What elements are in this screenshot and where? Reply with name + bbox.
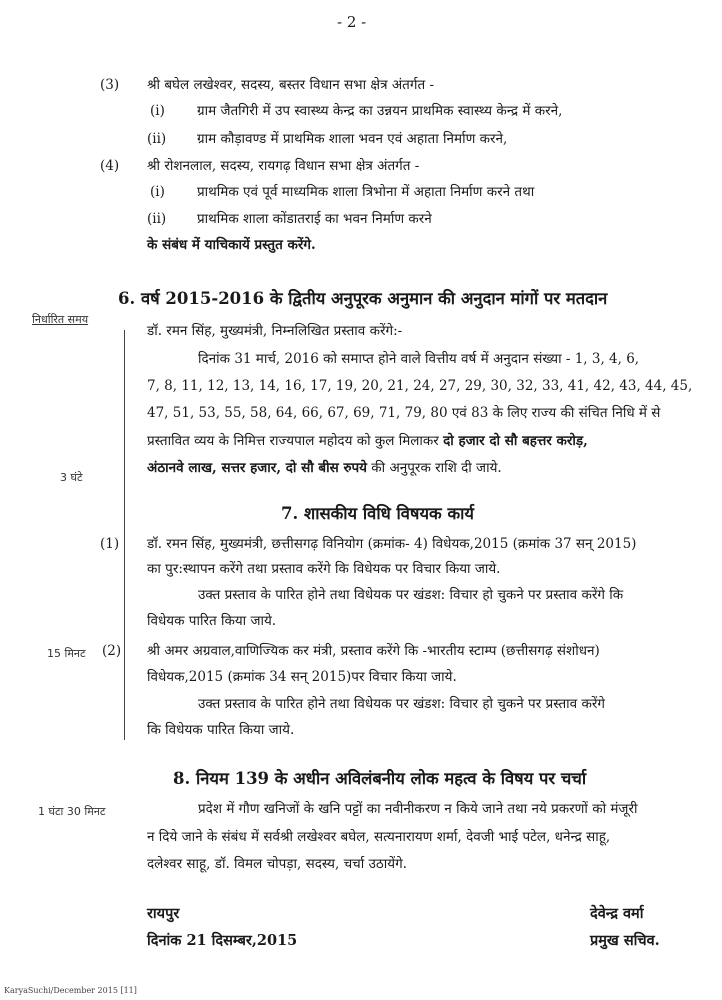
section-6-line: 47, 51, 53, 55, 58, 64, 66, 67, 69, 71, 79, 80 एवं 83 के लिए राज्य की संचित निधि में से — [147, 405, 661, 421]
sub-item-number: (i) — [150, 103, 165, 119]
bill-line: उक्त प्रस्ताव के पारित होने तथा विधेयक पर खंडश: विचार हो चुकने पर प्रस्ताव करेंगे — [198, 696, 605, 712]
item-2-time: 15 मिनट — [47, 647, 86, 660]
scheduled-time-label: निर्धारित समय — [32, 313, 89, 326]
discussion-line: न दिये जाने के संबंध में सर्वश्री लखेश्वर बघेल, सत्यनारायण शर्मा, देवजी भाई पटेल, धनेन्द्र साहू, — [147, 829, 611, 845]
section-6-line-text: प्रस्तावित व्यय के निमित्त राज्यपाल महोदय को कुल मिलाकर — [147, 433, 439, 449]
section-8-heading: 8. नियम 139 के अधीन अविलंबनीय लोक महत्व के विषय पर चर्चा — [173, 769, 587, 788]
grant-amount: दो हजार दो सौ बहत्तर करोड़, — [443, 433, 588, 449]
item-number: (2) — [102, 643, 122, 659]
section-6-line: दिनांक 31 मार्च, 2016 को समाप्त होने वाले वित्तीय वर्ष में अनुदान संख्या - 1, 3, 4, 6, — [198, 351, 640, 367]
sub-item-text: ग्राम कौड़ावण्ड में प्राथमिक शाला भवन एवं अहाता निर्माण करने, — [197, 131, 508, 147]
section-7-heading: 7. शासकीय विधि विषयक कार्य — [281, 504, 474, 523]
bill-line: का पुर:स्थापन करेंगे तथा प्रस्ताव करेंगे कि विधेयक पर विचार किया जाये. — [147, 561, 501, 577]
section-6-heading: 6. वर्ष 2015-2016 के द्वितीय अनुपूरक अनुमान की अनुदान मांगों पर मतदान — [118, 289, 608, 308]
section-6-line-text: की अनुपूरक राशि दी जाये. — [367, 460, 502, 476]
signatory-name: देवेन्द्र वर्मा — [590, 905, 644, 922]
sub-item-number: (ii) — [147, 131, 167, 147]
bill-line: कि विधेयक पारित किया जाये. — [147, 722, 295, 738]
item-text: श्री बघेल लखेश्वर, सदस्य, बस्तर विधान सभा क्षेत्र अंतर्गत - — [147, 77, 435, 93]
bill-line: उक्त प्रस्ताव के पारित होने तथा विधेयक पर खंडश: विचार हो चुकने पर प्रस्ताव करेंगे कि — [198, 587, 624, 603]
date: दिनांक 21 दिसम्बर,2015 — [147, 932, 298, 949]
bill-line: डॉ. रमन सिंह, मुख्यमंत्री, छत्तीसगढ़ विनियोग (क्रमांक- 4) विधेयक,2015 (क्रमांक 37 सन् 2015) — [147, 536, 637, 552]
sub-item-number: (ii) — [147, 211, 167, 227]
bill-line: विधेयक,2015 (क्रमांक 34 सन् 2015)पर विचार किया जाये. — [147, 669, 457, 685]
item-number: (4) — [100, 158, 120, 174]
section-6-mover: डॉ. रमन सिंह, मुख्यमंत्री, निम्नलिखित प्रस्ताव करेंगे:- — [147, 323, 403, 339]
footer-reference: KaryaSuchi/December 2015 [11] — [4, 986, 137, 995]
time-bracket-line — [124, 330, 125, 740]
sub-item-text: प्राथमिक शाला कोंडातराई का भवन निर्माण करने — [197, 211, 432, 227]
grant-amount-continued: अंठानवे लाख, सत्तर हजार, दो सौ बीस रुपये — [147, 460, 368, 476]
discussion-line: दलेश्वर साहू, डॉ. विमल चोपड़ा, सदस्य, चर्चा उठायेंगे. — [147, 856, 407, 872]
sub-item-text: ग्राम जैतगिरी में उप स्वास्थ्य केन्द्र का उन्नयन प्राथमिक स्वास्थ्य केन्द्र में करने, — [197, 103, 563, 119]
page-number: - 2 - — [337, 13, 367, 31]
section-6-line: 7, 8, 11, 12, 13, 14, 16, 17, 19, 20, 21, 24, 27, 29, 30, 32, 33, 41, 42, 43, 44, 45, — [147, 378, 693, 394]
section-6-time: 3 घंटे — [60, 471, 83, 484]
item-number: (1) — [100, 536, 120, 552]
item-text: श्री रोशनलाल, सदस्य, रायगढ़ विधान सभा क्षेत्र अंतर्गत - — [147, 158, 420, 174]
section-6-line — [147, 432, 588, 450]
sub-item-text: प्राथमिक एवं पूर्व माध्यमिक शाला त्रिभोना में अहाता निर्माण करने तथा — [197, 184, 535, 200]
petition-close: के संबंध में याचिकायें प्रस्तुत करेंगे. — [147, 237, 316, 253]
sub-item-number: (i) — [150, 184, 165, 200]
item-number: (3) — [100, 77, 120, 93]
signatory-designation: प्रमुख सचिव. — [590, 932, 660, 949]
section-6-line — [147, 459, 502, 477]
bill-line: विधेयक पारित किया जाये. — [147, 613, 277, 629]
discussion-line: प्रदेश में गौण खनिजों के खनि पट्टों का नवीनीकरण न किये जाने तथा नये प्रकरणों को मंजूरी — [198, 801, 638, 817]
bill-line: श्री अमर अग्रवाल,वाणिज्यिक कर मंत्री, प्रस्ताव करेंगे कि -भारतीय स्टाम्प (छत्तीसगढ़ संशोधन) — [147, 643, 600, 659]
section-8-time: 1 घंटा 30 मिनट — [38, 805, 106, 818]
place: रायपुर — [147, 905, 180, 922]
